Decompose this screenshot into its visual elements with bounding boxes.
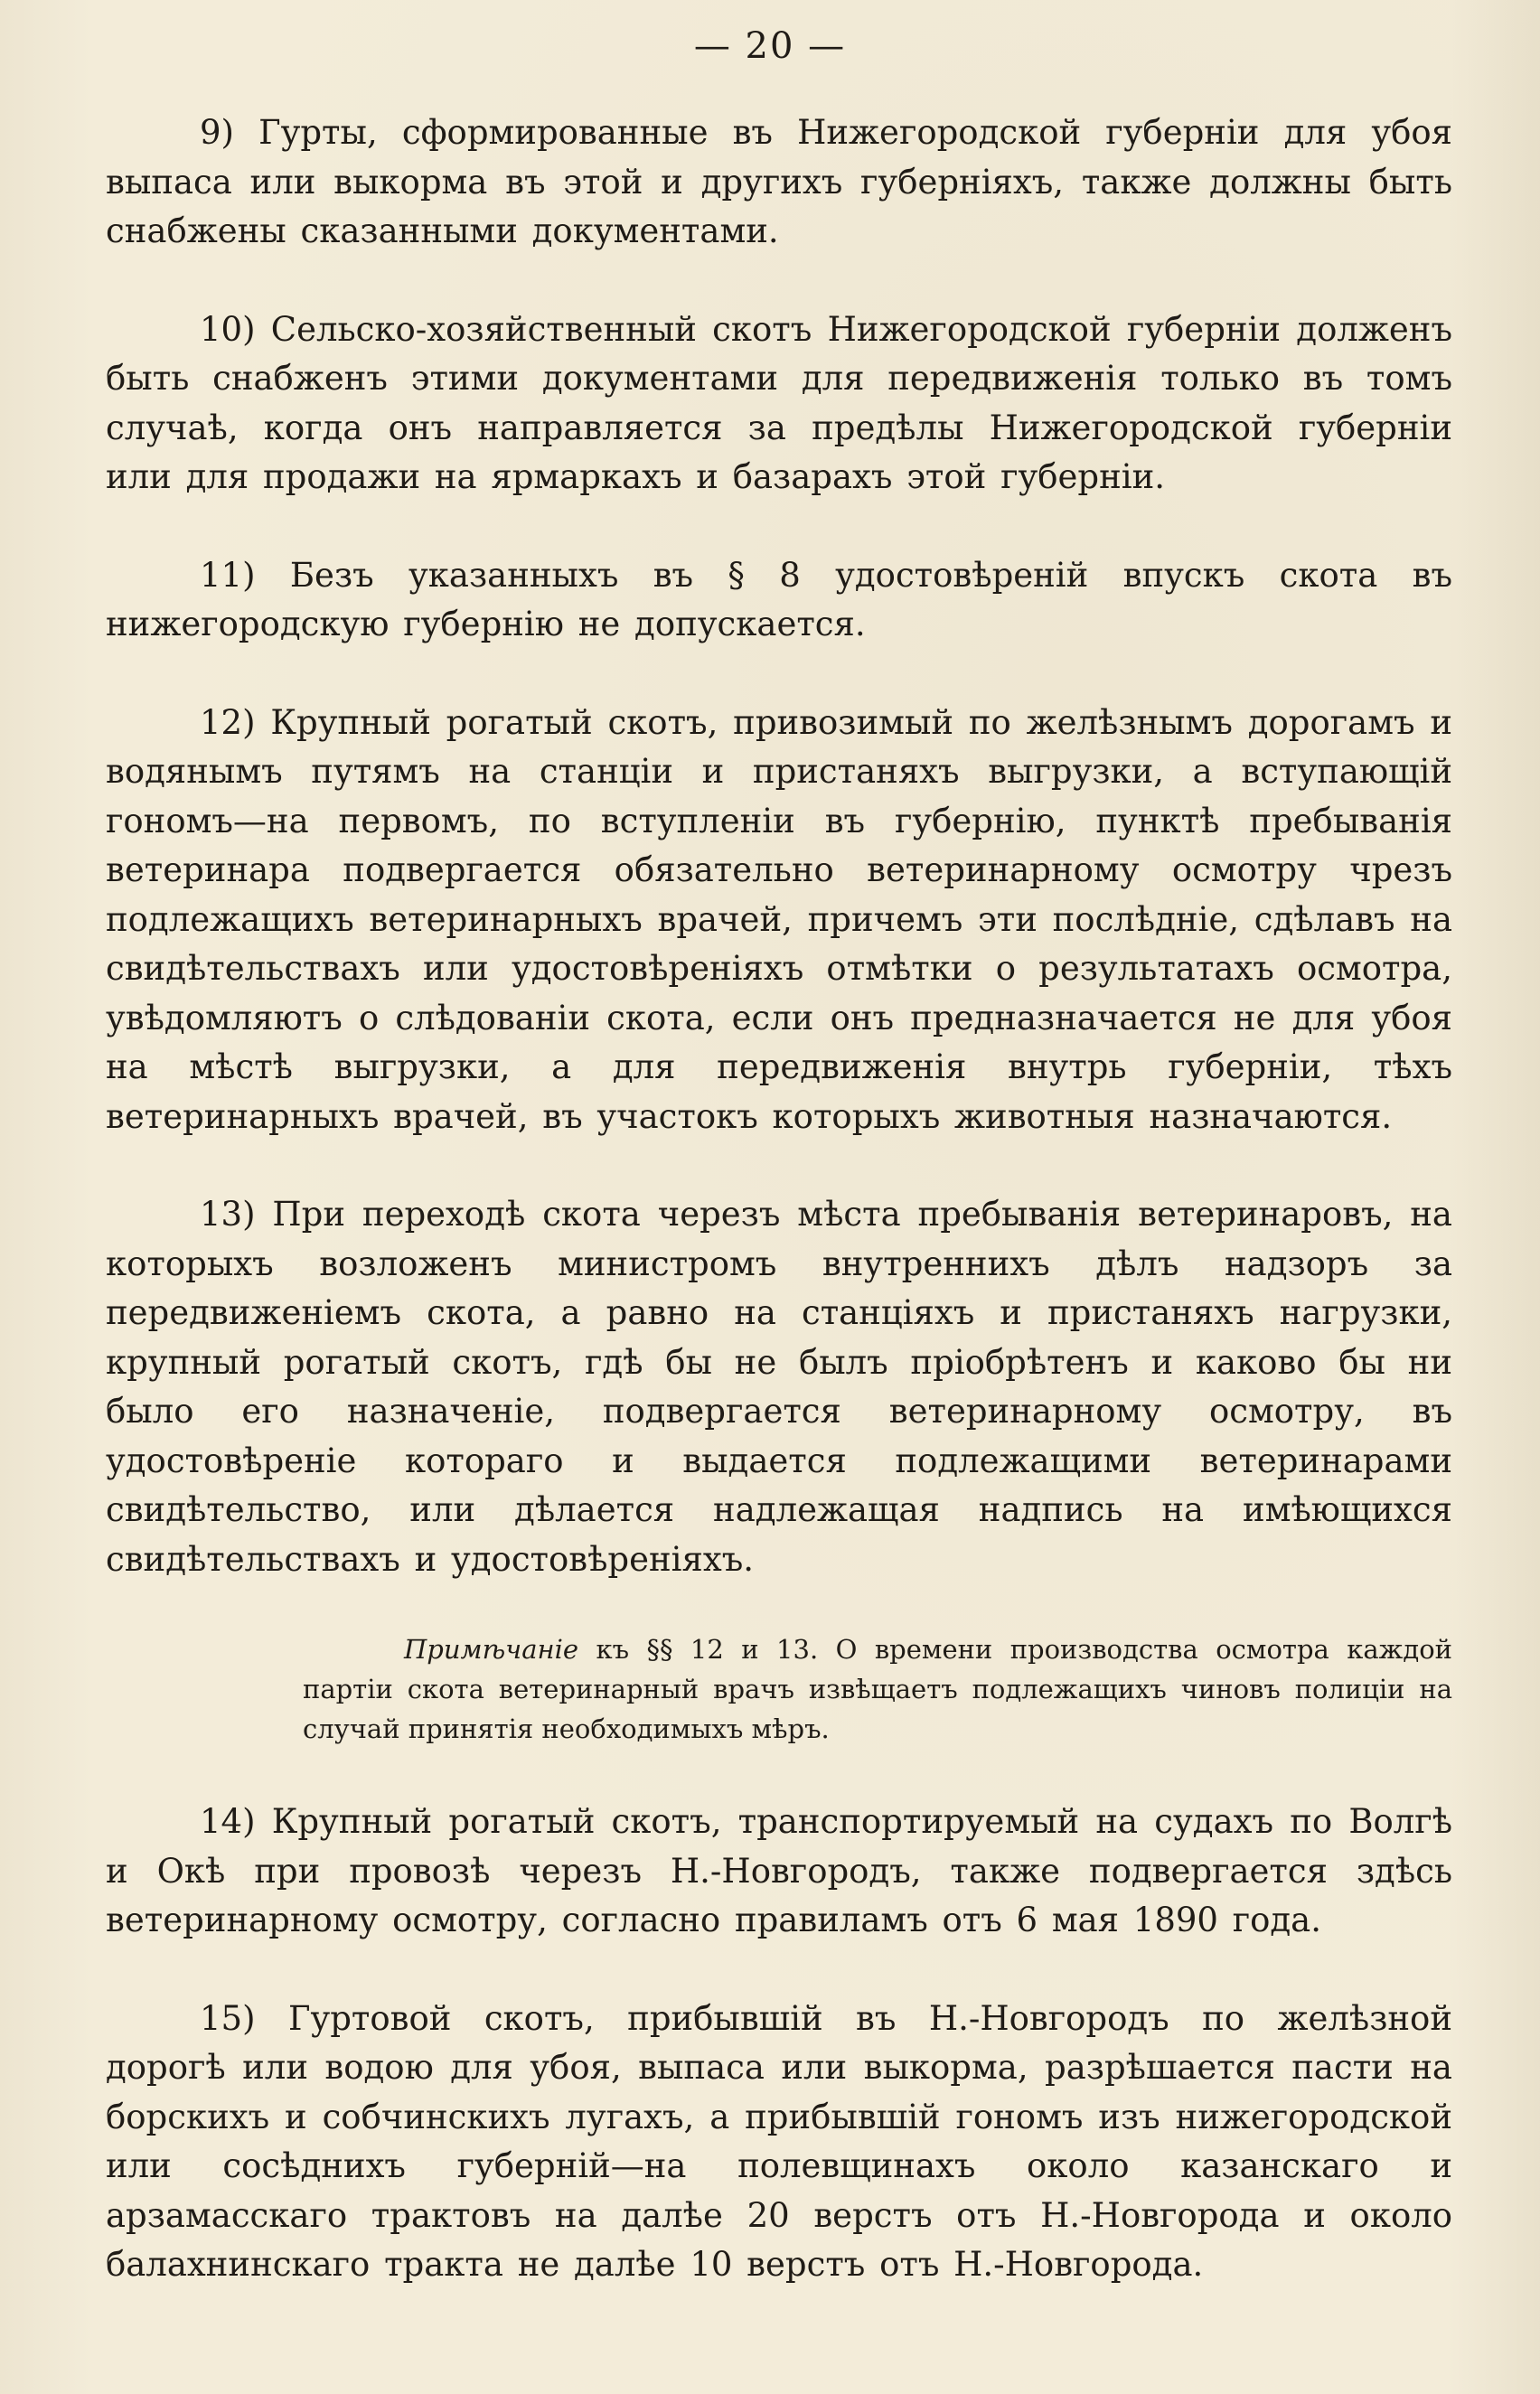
footnote: [303, 1629, 1452, 1749]
paragraph-12: 12) Крупный рогатый скотъ, привозимый по желѣзнымъ дорогамъ и водянымъ путямъ на станціи и пристаняхъ выгрузки, а вступающій гономъ—на первомъ, по вступленіи въ губернію, пунктѣ пребыванія ветеринара подвергается обязательно ветеринарному осмотру чрезъ подлежащихъ ветеринарныхъ врачей, причемъ эти послѣдніе, сдѣлавъ на свидѣтельствахъ или удостовѣреніяхъ отмѣтки о результатахъ осмотра, увѣдомляютъ о слѣдованіи скота, если онъ предназначается не для убоя на мѣстѣ выгрузки, а для передвиженія внутрь губерніи, тѣхъ ветеринарныхъ врачей, въ участокъ которыхъ животныя назначаются.: [106, 702, 1452, 1136]
paragraph-9: 9) Гурты, сформированные въ Нижегородской губерніи для убоя выпаса или выкорма въ этой и другихъ губерніяхъ, также должны быть снабжены сказанными документами.: [106, 113, 1452, 250]
paragraph-14: 14) Крупный рогатый скотъ, транспортируемый на судахъ по Волгѣ и Окѣ при провозѣ черезъ Н.-Новгородъ, также подвергается здѣсь ветеринарному осмотру, согласно правиламъ отъ 6 мая 1890 года.: [106, 1802, 1452, 1939]
paragraph-11: 11) Безъ указанныхъ въ § 8 удостовѣреній впускъ скота въ нижегородскую губернію не допускается.: [106, 555, 1452, 643]
paragraph-13: 13) При переходѣ скота черезъ мѣста пребыванія ветеринаровъ, на которыхъ возложенъ министромъ внутреннихъ дѣлъ надзоръ за передвиженіемъ скота, а равно на станціяхъ и пристаняхъ нагрузки, крупный рогатый скотъ, гдѣ бы не былъ пріобрѣтенъ и каково бы ни было его назначеніе, подвергается ветеринарному осмотру, въ удостовѣреніе котораго и выдается подлежащими ветеринарами свидѣтельство, или дѣлается надлежащая надпись на имѣющихся свидѣтельствахъ и удостовѣреніяхъ.: [106, 1195, 1452, 1579]
page-content: [106, 108, 1452, 2339]
footnote-title: Примѣчаніе: [404, 1634, 579, 1665]
page-number: — 20 —: [693, 25, 847, 67]
footnote-text: къ §§ 12 и 13. О времени производства осмотра каждой партіи скота ветеринарный врачъ извѣщаетъ подлежащихъ чиновъ полиціи на случай принятія необходимыхъ мѣръ.: [303, 1634, 1452, 1744]
paragraph-15: 15) Гуртовой скотъ, прибывшій въ Н.-Новгородъ по желѣзной дорогѣ или водою для убоя, выпаса или выкорма, разрѣшается пасти на борскихъ и собчинскихъ лугахъ, а прибывшій гономъ изъ нижегородской или сосѣднихъ губерній—на полевщинахъ около казанскаго и арзамасскаго трактовъ на далѣе 20 верстъ отъ Н.-Новгорода и около балахнинскаго тракта не далѣе 10 верстъ отъ Н.-Новгорода.: [106, 1998, 1452, 2284]
paragraph-10: 10) Сельско-хозяйственный скотъ Нижегородской губерніи долженъ быть снабженъ этими документами для передвиженія только въ томъ случаѣ, когда онъ направляется за предѣлы Нижегородской губерніи или для продажи на ярмаркахъ и базарахъ этой губерніи.: [106, 309, 1452, 496]
